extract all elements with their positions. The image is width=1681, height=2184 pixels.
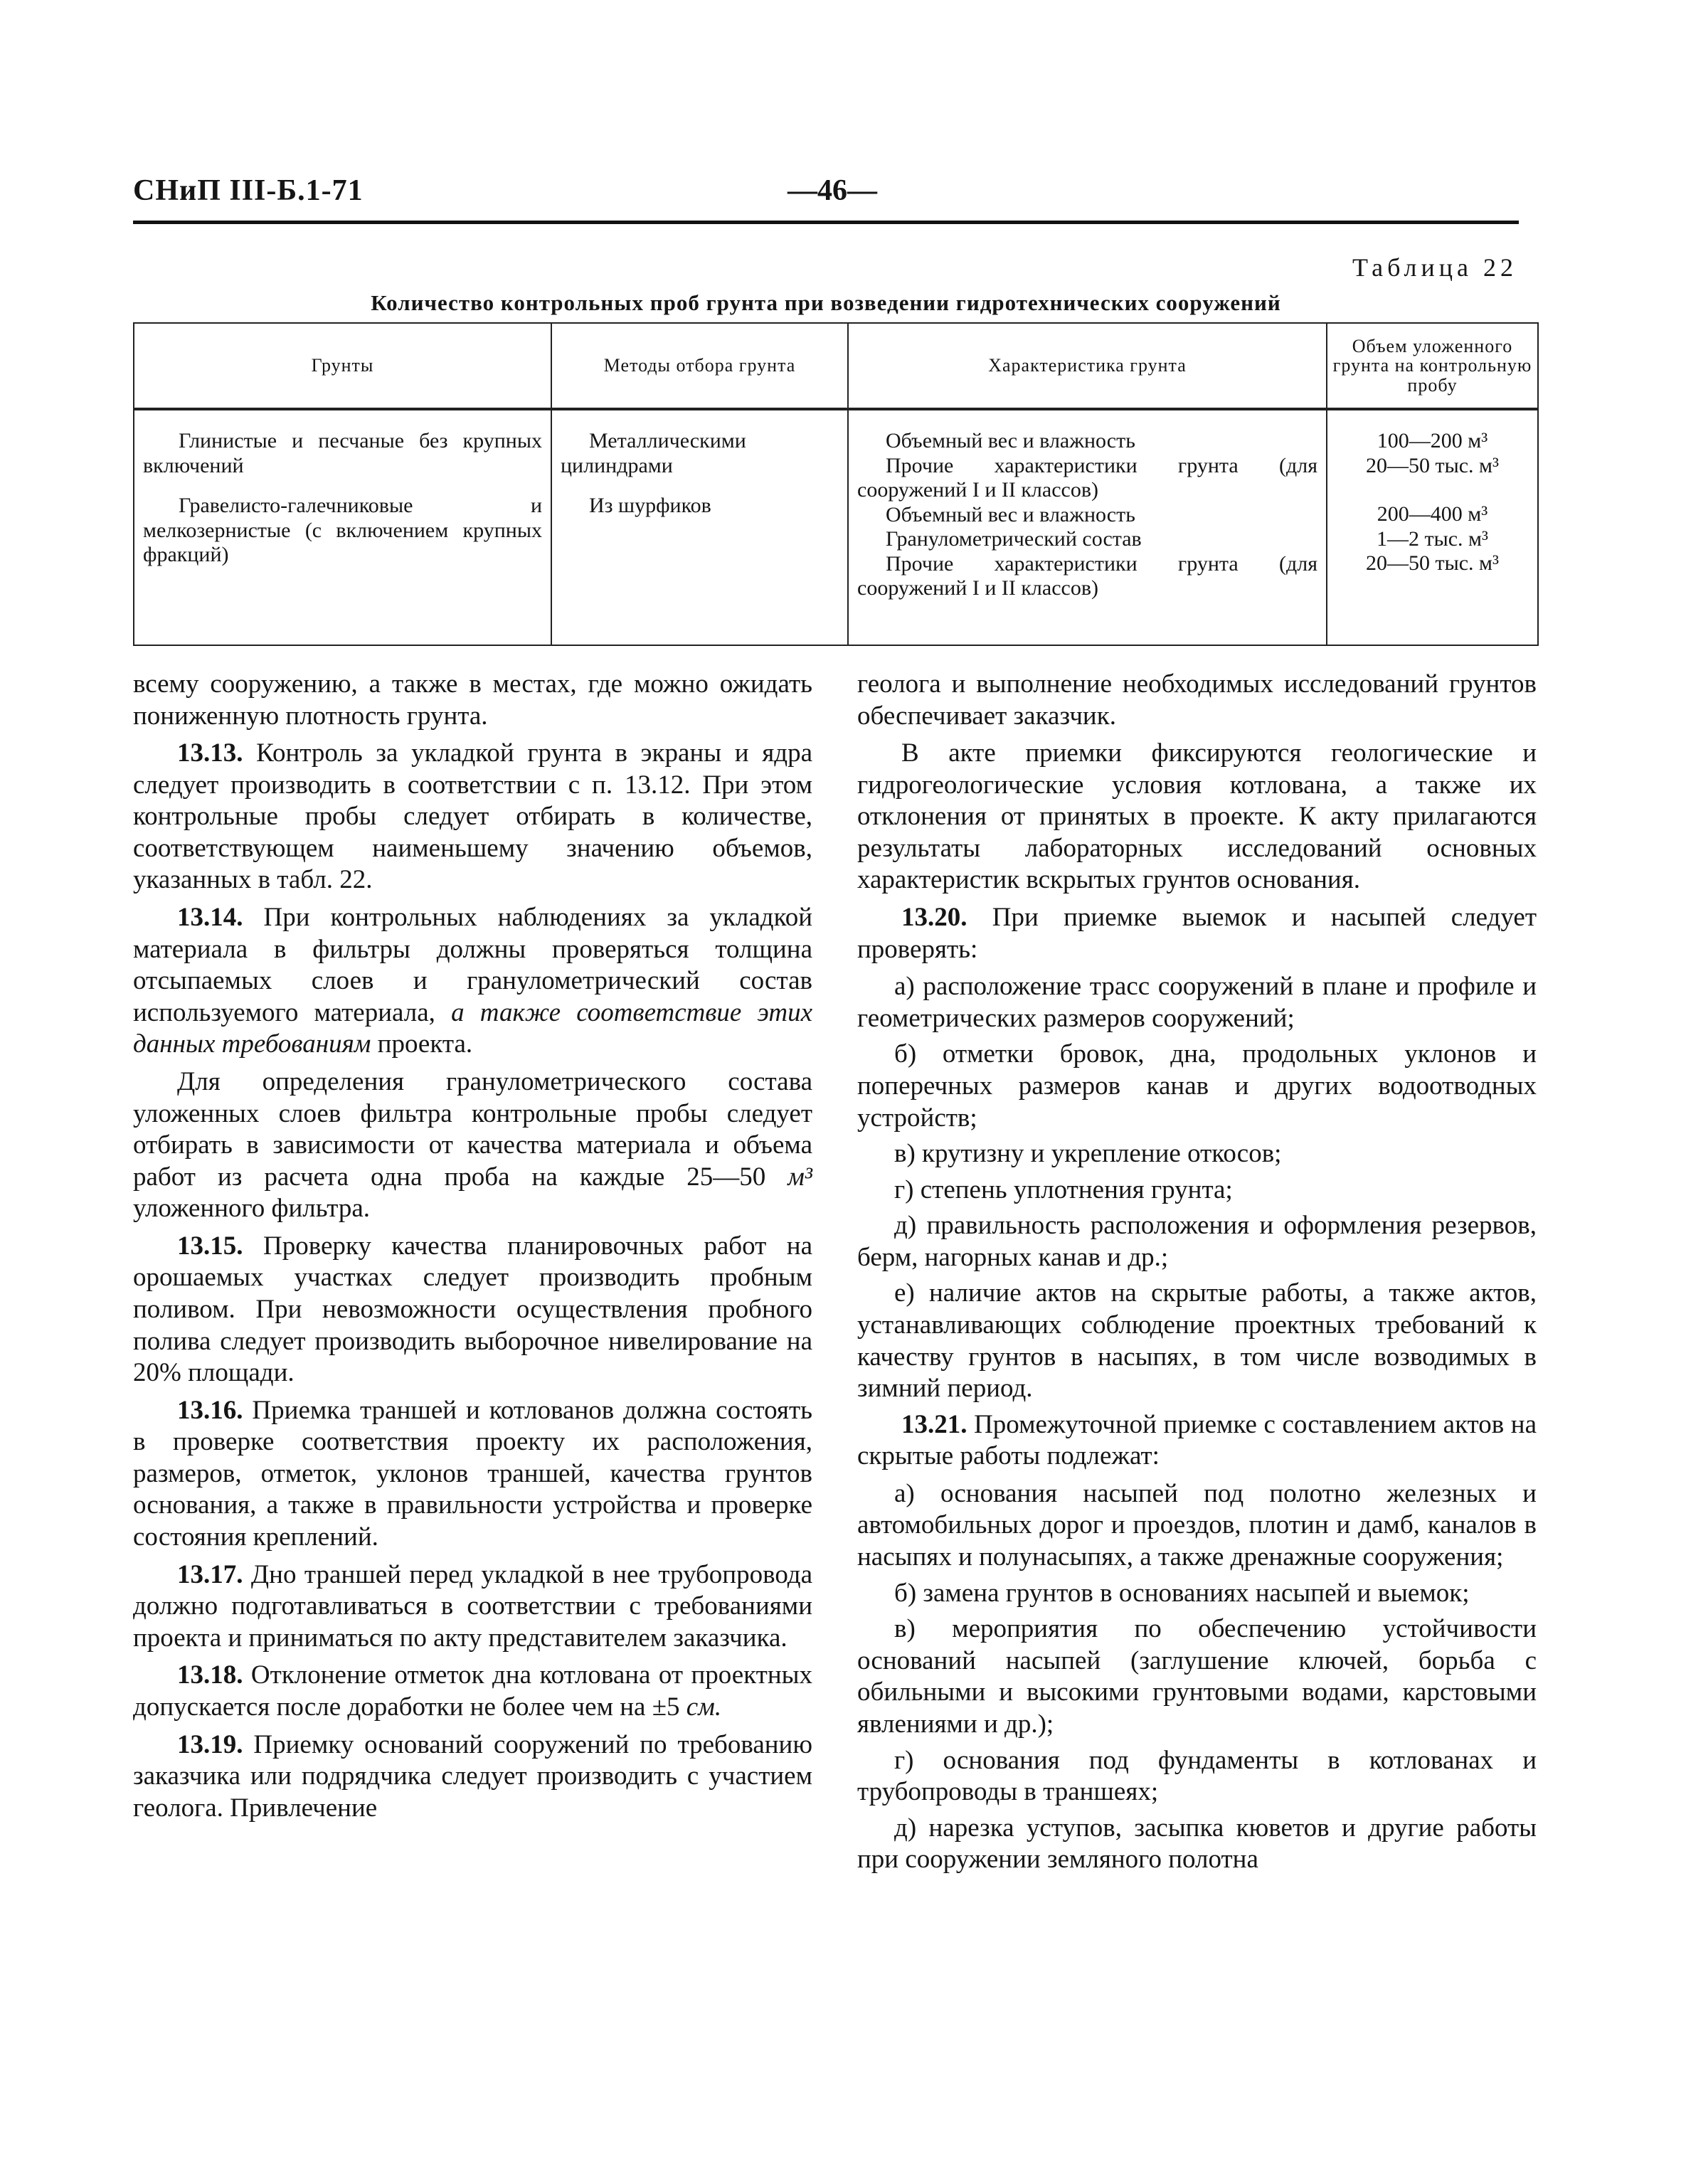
list-item: г) степень уплотнения грунта;: [894, 1175, 1233, 1204]
list-item: д) нарезка уступов, засыпка кюветов и другие работы при сооружении земляного полотна: [857, 1813, 1537, 1875]
table-header-row: [134, 323, 1538, 409]
list-item: в) мероприятия по обеспечению устойчивости оснований насыпей (заглушение ключей, борьба с обильными и высокими грунтовыми водами, карстовыми явлениями и др.);: [857, 1614, 1537, 1739]
clause-13-13: 13.13. Контроль за укладкой грунта в экраны и ядра следует производить в соответствии с п. 13.12. При этом контрольные пробы следует отбирать в количестве, соответствующем наименьшему значению объемов, указанных в табл. 22.: [133, 738, 812, 895]
samples-table: [133, 322, 1539, 646]
header-rule: [133, 221, 1519, 224]
clause-13-14: 13.14. При контрольных наблюдениях за укладкой материала в фильтры должны проверяться толщина отсыпаемых слоев и гранулометрический состав используемого материала, а также соответствие этих данных требованиям проекта.: [133, 903, 812, 1059]
clause-13-19: 13.19. Приемку оснований сооружений по требованию заказчика или подрядчика следует производить с участием геолога. Привлечение: [133, 1729, 812, 1823]
soil-type: Глинистые и песчаные без крупных включений: [143, 429, 542, 477]
sample-volume: 20—50 тыс. м³: [1365, 453, 1500, 477]
right-column: [857, 669, 1537, 1880]
list-item: г) основания под фундаменты в котлованах и трубопроводы в траншеях;: [857, 1745, 1537, 1807]
sample-volume: 200—400 м³: [1377, 502, 1488, 526]
column-header: Характеристика грунта: [848, 323, 1327, 409]
column-header: Объем уложенного грунта на контрольную пробу: [1327, 323, 1538, 409]
list-item: б) замена грунтов в основаниях насыпей и выемок;: [894, 1578, 1470, 1608]
list-item: б) отметки бровок, дна, продольных уклонов и поперечных размеров канав и других водоотводных устройств;: [857, 1039, 1537, 1133]
paragraph: геолога и выполнение необходимых исследований грунтов обеспечивает заказчик.: [857, 669, 1537, 731]
table-number: Таблица 22: [1352, 253, 1517, 282]
clause-13-17: 13.17. Дно траншей перед укладкой в нее трубопровода должно подготавливаться в соответствии с требованиями проекта и приниматься по акту представителем заказчика.: [133, 1559, 812, 1653]
clause-13-20: 13.20. При приемке выемок и насыпей следует проверять:: [857, 903, 1537, 964]
sampling-method: Металлическими цилиндрами: [561, 429, 746, 477]
left-column: [133, 669, 812, 1830]
clause-13-15: 13.15. Проверку качества планировочных работ на орошаемых участках следует производить пробным поливом. При невозможности осуществления пробного полива следует производить выборочное нивелирование на 20% площади.: [133, 1231, 812, 1388]
page-header: [133, 174, 1519, 225]
sample-volume: 20—50 тыс. м³: [1365, 551, 1500, 575]
clause-13-16: 13.16. Приемка траншей и котлованов должна состоять в проверке соответствия проекту их расположения, размеров, отметок, уклонов траншей, качества грунтов основания, а также в правильности устройства и проверке состояния креплений.: [133, 1395, 812, 1552]
soil-characteristic: Объемный вес и влажность: [886, 502, 1135, 526]
soil-type: Гравелисто-галечниковые и мелкозернистые (с включением крупных фракций): [143, 494, 542, 566]
column-header: Грунты: [134, 323, 551, 409]
paragraph: В акте приемки фиксируются геологические и гидрогеологические условия котлована, а также их отклонения от принятых в проекте. К акту прилагаются результаты лабораторных исследований основных характеристик вскрытых грунтов основания.: [857, 738, 1537, 895]
list-item: а) основания насыпей под полотно железных и автомобильных дорог и проездов, плотин и дамб, каналов в насыпях и полунасыпях, а также дренажные сооружения;: [857, 1478, 1537, 1572]
table-title: Количество контрольных проб грунта при возведении гидротехнических сооружений: [371, 290, 1281, 315]
table-row: [134, 409, 1538, 645]
clause-13-18: 13.18. Отклонение отметок дна котлована от проектных допускается после доработки не более чем на ±5 см.: [133, 1660, 812, 1722]
sample-volume: 100—200 м³: [1377, 429, 1488, 452]
soil-characteristic: Прочие характеристики грунта (для сооружений I и II классов): [857, 453, 1317, 502]
clause-13-21: 13.21. Промежуточной приемке с составлением актов на скрытые работы подлежат:: [857, 1409, 1537, 1471]
soil-characteristic: Гранулометрический состав: [886, 527, 1142, 551]
sample-volume: 1—2 тыс. м³: [1376, 526, 1489, 551]
list-item: а) расположение трасс сооружений в плане и профиле и геометрических размеров сооружений;: [857, 972, 1537, 1033]
soil-characteristic: Прочие характеристики грунта (для сооружений I и II классов): [857, 551, 1317, 600]
list-item: е) наличие актов на скрытые работы, а также актов, устанавливающих соблюдение проектных требований к качеству грунтов в насыпях, в том числе возводимых в зимний период.: [857, 1278, 1537, 1404]
list-item: в) крутизну и укрепление откосов;: [894, 1139, 1282, 1169]
soil-characteristic: Объемный вес и влажность: [886, 429, 1135, 452]
column-header: Методы отбора грунта: [551, 323, 848, 409]
sampling-method: Из шурфиков: [589, 494, 711, 517]
paragraph: Для определения гранулометрического состава уложенных слоев фильтра контрольные пробы следует отбирать в зависимости от качества материала и объема работ из расчета одна проба на каждые 25—50 м³ уложенного фильтра.: [133, 1066, 812, 1224]
list-item: д) правильность расположения и оформления резервов, берм, нагорных канав и др.;: [857, 1211, 1537, 1272]
paragraph: всему сооружению, а также в местах, где можно ожидать пониженную плотность грунта.: [133, 669, 812, 731]
document-code: СНиП III-Б.1-71: [133, 174, 364, 207]
page-number: —46—: [788, 174, 877, 207]
